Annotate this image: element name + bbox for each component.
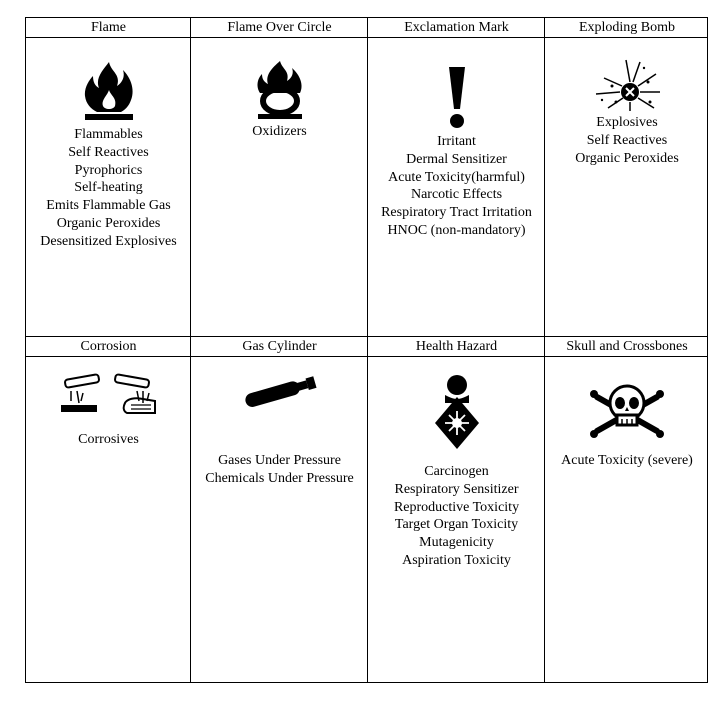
list-item: HNOC (non-mandatory) <box>387 222 526 238</box>
hazard-list <box>191 123 368 141</box>
hazard-list <box>26 126 191 251</box>
list-item: Gases Under Pressure <box>218 453 341 468</box>
list-item: Self Reactives <box>68 144 149 160</box>
list-item: Aspiration Toxicity <box>402 552 511 568</box>
hazard-list <box>545 114 709 167</box>
list-item: Mutagenicity <box>419 535 494 551</box>
list-item: Respiratory Sensitizer <box>394 481 519 497</box>
health-hazard-icon <box>427 373 487 455</box>
pictogram-table <box>25 17 708 683</box>
flame-icon <box>81 60 137 122</box>
list-item: Narcotic Effects <box>410 187 503 203</box>
list-item: Carcinogen <box>424 464 489 479</box>
list-item: Flammables <box>74 127 143 142</box>
list-item: Self-heating <box>74 180 143 196</box>
corrosion-icon <box>57 371 161 417</box>
list-item: Emits Flammable Gas <box>46 198 171 214</box>
hazard-list <box>26 431 191 449</box>
cell-header: Gas Cylinder <box>242 339 317 354</box>
cell-header: Flame Over Circle <box>227 20 332 35</box>
cell-header: Exclamation Mark <box>404 20 509 35</box>
cell-header: Flame <box>91 20 126 35</box>
cell-flame-over-circle <box>191 18 368 337</box>
list-item: Reproductive Toxicity <box>393 499 520 515</box>
list-item: Target Organ Toxicity <box>394 517 519 533</box>
cell-exploding-bomb <box>545 18 709 337</box>
cell-health-hazard <box>368 337 545 684</box>
hazard-list <box>368 133 545 240</box>
exclamation-mark-icon <box>445 65 469 131</box>
list-item: Irritant <box>437 134 476 149</box>
list-item: Organic Peroxides <box>56 215 161 231</box>
list-item: Self Reactives <box>586 132 668 148</box>
cell-gas-cylinder <box>191 337 368 684</box>
cell-skull-and-crossbones <box>545 337 709 684</box>
cell-header: Health Hazard <box>415 339 498 354</box>
cell-header: Exploding Bomb <box>578 20 676 35</box>
list-item: Acute Toxicity(harmful) <box>388 169 525 185</box>
list-item: Dermal Sensitizer <box>406 151 507 167</box>
hazard-list <box>545 452 709 470</box>
list-item: Respiratory Tract Irritation <box>381 205 532 221</box>
list-item: Desensitized Explosives <box>40 233 177 249</box>
gas-cylinder-icon <box>240 373 320 409</box>
cell-corrosion <box>26 337 191 684</box>
list-item: Explosives <box>596 115 658 130</box>
list-item: Corrosives <box>78 432 139 447</box>
list-item: Chemicals Under Pressure <box>205 470 354 486</box>
list-item: Oxidizers <box>252 124 307 139</box>
flame-over-circle-icon <box>250 59 310 119</box>
cell-flame <box>26 18 191 337</box>
cell-exclamation-mark <box>368 18 545 337</box>
skull-and-crossbones-icon <box>587 381 667 439</box>
hazard-list <box>191 452 368 488</box>
cell-header: Corrosion <box>80 339 137 354</box>
list-item: Organic Peroxides <box>575 150 679 166</box>
cell-header: Skull and Crossbones <box>566 339 688 354</box>
list-item: Acute Toxicity (severe) <box>561 453 693 468</box>
exploding-bomb-icon <box>592 56 662 112</box>
list-item: Pyrophorics <box>74 162 143 178</box>
hazard-list <box>368 463 545 570</box>
